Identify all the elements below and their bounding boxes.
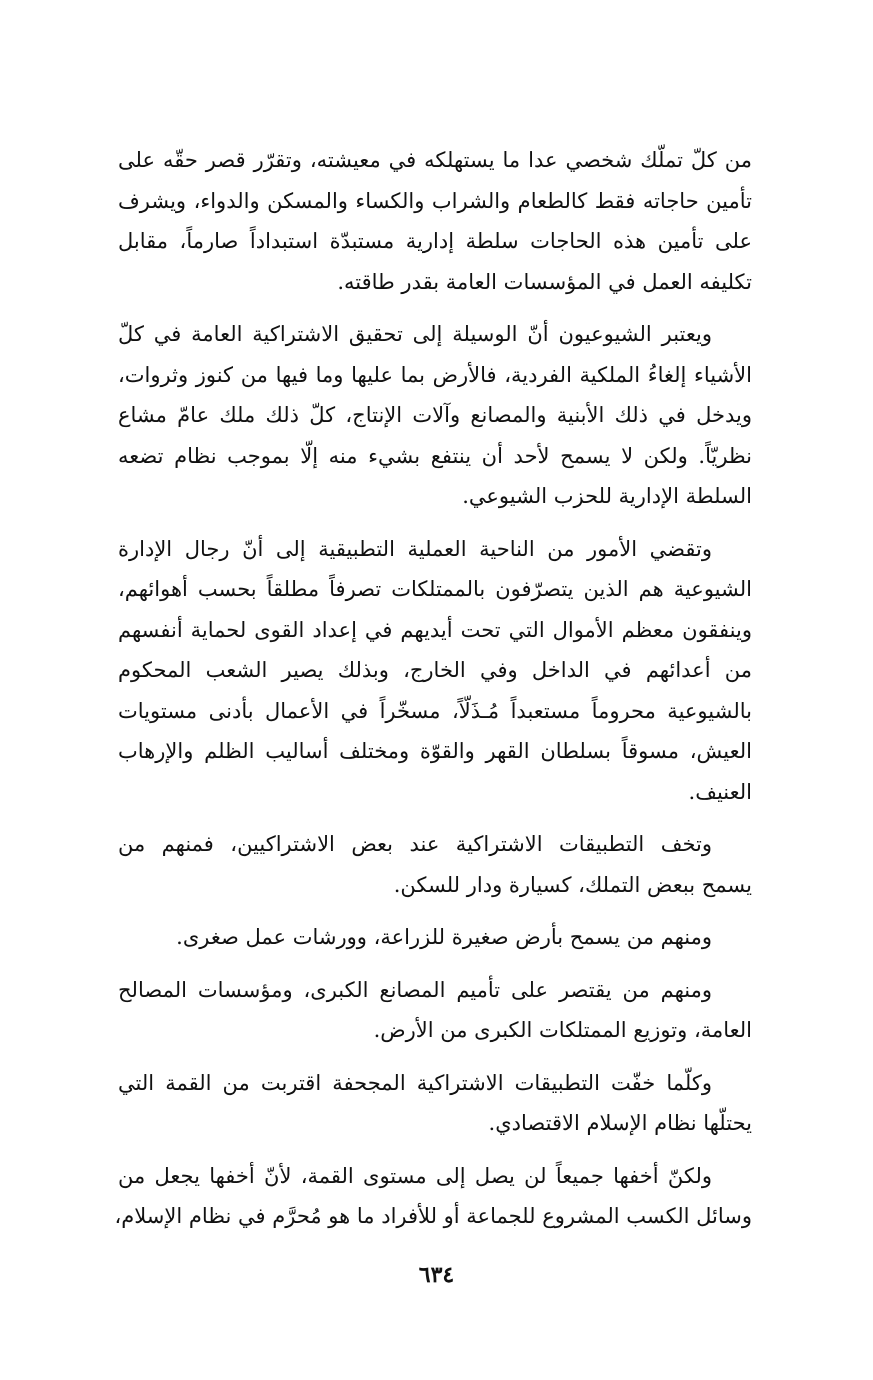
text-line: ولكنّ أخفها جميعاً لن يصل إلى مستوى القمة، لأنّ أخفها يجعل من (118, 1163, 713, 1188)
paragraph (118, 970, 752, 1051)
paragraph (114, 1156, 752, 1237)
text-line: بالشيوعية محروماً مستعبداً مُـذَلّاً، مسخّراً في الأعمال بأدنى مستويات (118, 698, 752, 723)
text-line: السلطة الإدارية للحزب الشيوعي. (462, 484, 752, 508)
text-line: تكليفه العمل في المؤسسات العامة بقدر طاقته. (337, 269, 752, 294)
text-line: وتخف التطبيقات الاشتراكية عند بعض الاشتراكيين، فمنهم من (118, 832, 712, 856)
body-text (114, 140, 752, 1249)
text-line: العيش، مسوقاً بسلطان القهر والقوّة ومختلف أساليب الظلم والإرهاب (118, 739, 752, 763)
text-line: ويدخل في ذلك الأبنية والمصانع وآلات الإنتاج، كلّ ذلك ملك عامّ مشاع (118, 403, 752, 427)
paragraph (118, 529, 752, 813)
paragraph (118, 917, 752, 958)
text-line: وسائل الكسب المشروع للجماعة أو للأفراد ما هو مُحرَّم في نظام الإسلام، (114, 1204, 752, 1228)
text-line: وتقضي الأمور من الناحية العملية التطبيقية إلى أنّ رجال الإدارة (118, 536, 712, 561)
text-line: نظريّاً. ولكن لا يسمح لأحد أن ينتفع بشيء منه إلّا بموجب نظام تضعه (118, 443, 752, 468)
text-line: يحتلّها نظام الإسلام الاقتصادي. (488, 1111, 752, 1135)
text-line: العنيف. (688, 779, 752, 804)
paragraph (118, 140, 752, 302)
text-line: من كلّ تملّك شخصي عدا ما يستهلكه في معيشته، وتقرّر قصر حقّه على (118, 148, 752, 172)
text-line: يسمح ببعض التملك، كسيارة ودار للسكن. (393, 872, 752, 897)
text-line: العامة، وتوزيع الممتلكات الكبرى من الأرض. (373, 1018, 752, 1042)
text-line: ومنهم من يقتصر على تأميم المصانع الكبرى، ومؤسسات المصالح (118, 977, 712, 1002)
text-line: وينفقون معظم الأموال التي تحت أيديهم في إعداد القوى لحماية أنفسهم (118, 617, 752, 642)
text-line: الشيوعية هم الذين يتصرّفون بالممتلكات تصرفاً مطلقاً بحسب أهوائهم، (118, 577, 752, 601)
text-line: من أعدائهم في الداخل وفي الخارج، وبذلك يصير الشعب المحكوم (118, 658, 752, 682)
paragraph (118, 314, 752, 517)
text-line: وكلّما خفّت التطبيقات الاشتراكية المجحفة اقتربت من القمة التي (118, 1070, 712, 1095)
text-line: على تأمين هذه الحاجات سلطة إدارية مستبدّة استبداداً صارماً، مقابل (118, 229, 752, 253)
text-line: ويعتبر الشيوعيون أنّ الوسيلة إلى تحقيق الاشتراكية العامة في كلّ (118, 322, 712, 346)
text-line: ومنهم من يسمح بأرض صغيرة للزراعة، وورشات عمل صغرى. (176, 925, 712, 949)
paragraph (118, 824, 752, 905)
paragraph (118, 1063, 752, 1144)
page-number: ٦٣٤ (418, 1262, 455, 1288)
text-line: الأشياء إلغاءُ الملكية الفردية، فالأرض بما عليها وما فيها من كنوز وثروات، (118, 362, 752, 387)
text-line: تأمين حاجاته فقط كالطعام والشراب والكساء والمسكن والدواء، ويشرف (118, 188, 752, 213)
